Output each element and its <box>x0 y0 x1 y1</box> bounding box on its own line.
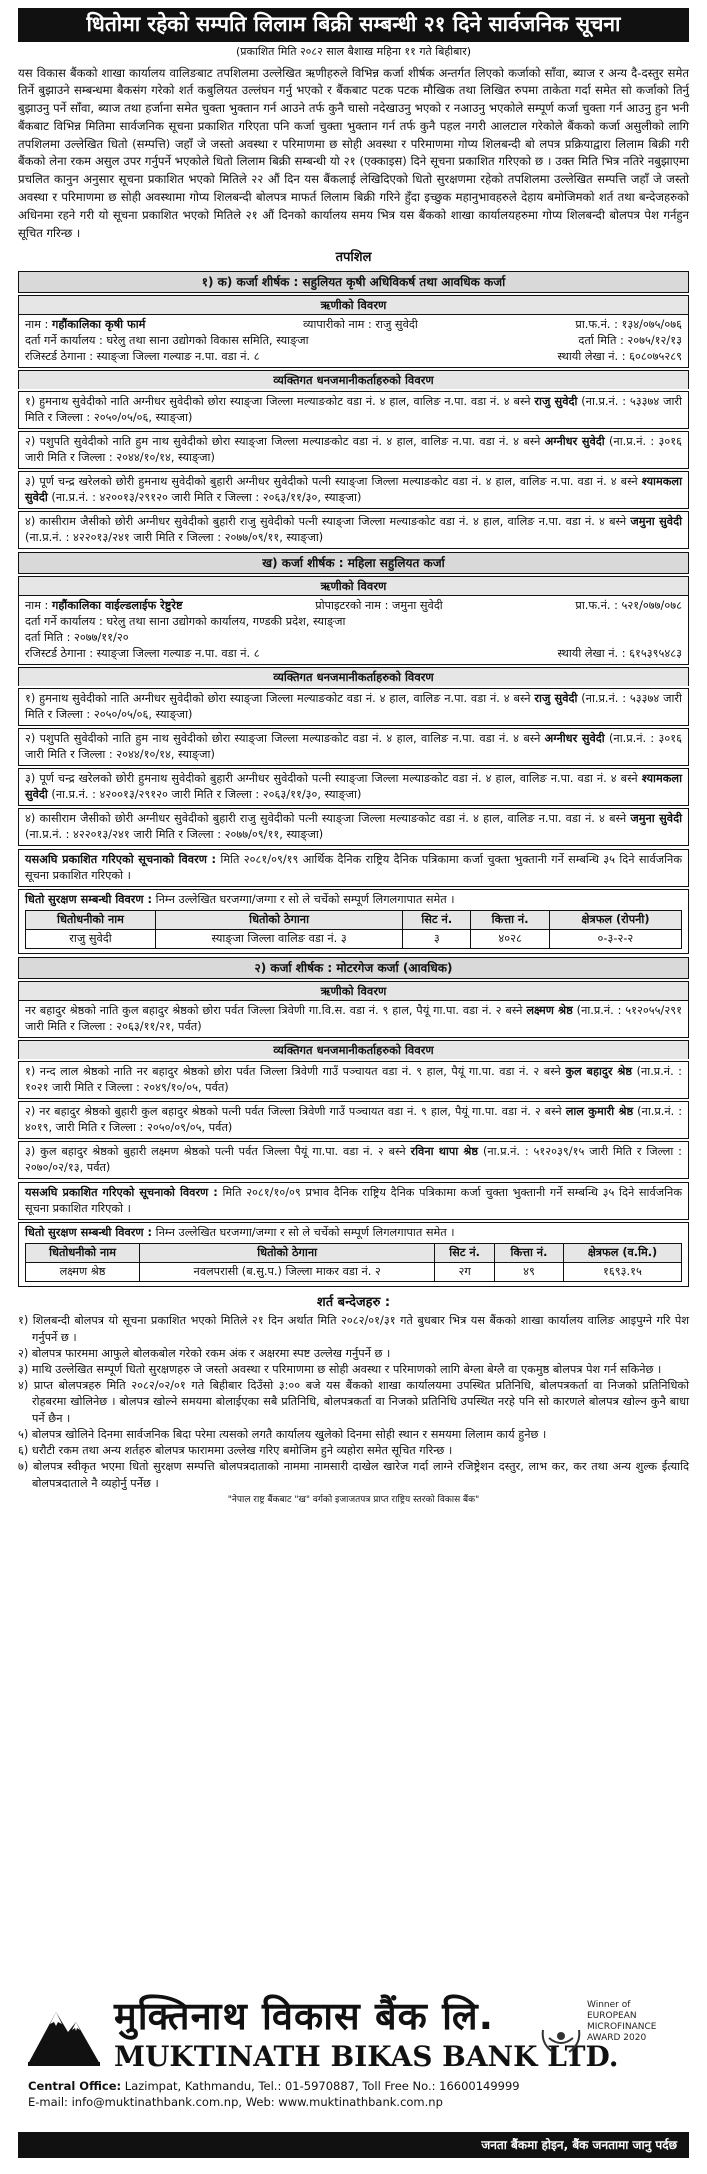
guarantor-item: २) पशुपति सुवेदीको नाति हुम नाथ सुवेदीको छोरा स्याङ्जा जिल्ला मल्याङकोट वडा नं. ४ हाल, वालिङ न.पा. वडा नं. ४ बस्ने अग्नीधर सुवेदी (ना.प्र.नं. : ३०१६ जारी मिति र जिल्ला : २०४४/१०/१४, स्याङ्जा) <box>18 431 689 469</box>
award-line: Winner of <box>587 2000 631 2010</box>
email-web: E-mail: info@muktinathbank.com.np, Web: www.muktinathbank.com.np <box>28 2095 443 2109</box>
bank-logo-icon <box>24 1998 104 2068</box>
permanent-account: स्थायी लेखा नं. : ६०८०७५२८९ <box>557 349 682 363</box>
term-item: ७) बोलपत्र स्वीकृत भएमा धितो सुरक्षण सम्पत्ति बोलपत्रदाताको नाममा नामसारी दाखेल खारेज गर्दा लाग्ने रजिष्ट्रेशन दस्तुर, लाभ कर, कर तथा अन्य शुल्क ईत्यादि बोलपत्रदाताले नै व्यहोर्नु पर्नेछ । <box>18 1460 689 1490</box>
award-line: AWARD 2020 <box>587 2033 647 2043</box>
previous-notice: यसअघि प्रकाशित गरिएको सूचनाको विवरण : मिति २०८१/१०/०९ प्रभाव दैनिक राष्ट्रिय दैनिक पत्रिकामा कर्जा चुक्ता भुक्तानी गर्ने सम्बन्धि ३५ दिने सार्वजनिक सूचना प्रकाशित गरिएको । <box>18 1182 689 1220</box>
pan-number: प्रा.फ.नं. : ५२१/०७७/०७८ <box>575 598 682 612</box>
license-footnote: "नेपाल राष्ट्र बैंकबाट "ख" वर्गको इजाजतपत्र प्राप्त राष्ट्रिय स्तरको विकास बैंक" <box>227 1494 480 1505</box>
intro-paragraph: यस विकास बैंकको शाखा कार्यालय वालिङबाट तपशिलमा उल्लेखित ऋणीहरुले विभिन्न कर्जा शीर्षक अन्तर्गत लिएको कर्जाको साँवा, ब्याज र अन्य दै-दस्तुर समेत तिर्ने बुझाउने सम्बन्धमा बैकसंग गरेको शर्त कबुलियत उल्लंघन गर्नु भएको र बैंकबाट पटक पटक मौखिक तथा लिखित रुपमा ताकेता गर्दा समेत सो कर्जाको तिर्नु बुझाउनु पर्ने साँवा, ब्याज तथा हर्जाना समेत चुक्ता भुक्तान गर्न आउने तर्फ कुनै चासो नदेखाउनु भएको र नआउनु भएकोले सम्पूर्ण कर्जा चुक्ता गर्न आउनु हुन भनी बैंकबाट विभिन्न मितिमा सार्वजनिक सूचना प्रकाशित गरिएता पनि कर्जा चुक्ता भुक्तान गर्न तर्फ कुनै पहल नगरी आलटाल गरेकोले बैंकको कर्जा असुलीको लागि तपशिलमा उल्लेखित धितो (सम्पत्ति) जहाँ जे जस्तो अवस्था र परिमाणमा छ सोही अवस्था र परिमाणमा गोप्य शिलबन्दी बो लपत्र प्रक्रियाद्वारा लिलाम बिक्री गरी बैंकको लेना रकम असुल उपर गर्नुपर्ने भएकोले धितो लिलाम बिक्री सम्बन्धी यो २१ (एक्काइस) दिने सूचना प्रकाशित गरिएको छ । उक्त मिति भित्र नतिरे नबुझाएमा प्रचलित कानुन अनुसार सूचना प्रकाशित भएको मितिले २२ औं दिन यस बैंकलाई लेखिदिएको धितो सुरक्षणमा रहेको तपशिलमा उल्लेखित सम्पत्ति जहाँ जे जस्तो अवस्था र परिमाणमा छ सोही अवस्थामा गोप्य शिलबन्दी बोलपत्र माफर्त लिलाम बिक्री गरिने हुँदा इच्छुक महानुभावहरुले देहाय बमोजिमको शर्त तथा बन्देजहरुको अधिनमा रहने गरी यो सूचना प्रकाशित भएको मितिले २१ औं दिनको कार्यालय समय भित्र यस बैंकको शाखा कार्यालयहरुमा गोप्य शिलबन्दी बोलपत्र पेश गर्नहुन सूचित गरिन्छ । <box>18 65 689 240</box>
col-sheet: सिट नं. <box>435 1243 495 1262</box>
permanent-account: स्थायी लेखा नं. : ६१५३९५४८३ <box>557 646 682 660</box>
borrower-name: गहौंकालिका वाईल्डलाईफ रेष्टुरेष्ट <box>51 598 183 612</box>
bank-footer <box>18 1992 689 2164</box>
term-item: ६) धरौटी रकम तथा अन्य शर्तहरु बोलपत्र फाराममा उल्लेख गरिए बमोजिम हुने व्यहोरा समेत सूचित गरिन्छ । <box>18 1444 453 1458</box>
tapsil-heading: तपशिल <box>335 250 372 266</box>
guarantor-box-1a <box>18 370 689 389</box>
guarantor-box-2 <box>18 1040 689 1059</box>
bank-slogan: जनता बैंकमा होइन, बैंक जनतामा जानु पर्दछ <box>18 2132 689 2158</box>
col-address: धितोको ठेगाना <box>140 1243 435 1262</box>
col-plot: कित्ता नं. <box>471 910 550 929</box>
col-address: धितोको ठेगाना <box>155 910 402 929</box>
guarantor-item: १) हुमनाथ सुवेदीको नाति अग्नीधर सुवेदीको छोरा स्याङ्जा जिल्ला मल्याङकोट वडा नं. ४ हाल, वालिङ न.पा. वडा नं. ४ बस्ने राजु सुवेदी (ना.प्र.नं. : ५३३७४ जारी मिति र जिल्ला : २०५०/०५/०६, स्याङ्जा) <box>18 688 689 726</box>
term-item: ३) माथि उल्लेखित सम्पूर्ण धितो सुरक्षणहरु जे जस्तो अवस्था र परिमाणमा छ सोही अवस्था र परिमाणको लागि बेग्ला बेग्लै वा एकमुष्ठ बोलपत्र पेश गर्न सकिनेछ । <box>18 1363 662 1377</box>
registration-date: दर्ता मिति : २०७५/१२/१३ <box>578 333 682 347</box>
table-row: लक्ष्मण श्रेष्ठ नवलपरासी (ब.सु.प.) जिल्ला माकर वडा नं. २ २ग ४९ १६९३.१५ <box>26 1262 682 1281</box>
central-office-label: Central Office: <box>28 2079 122 2093</box>
borrower-name: गहौंकालिका कृषी फार्म <box>51 317 146 331</box>
col-owner: धितोधनीको नाम <box>26 910 156 929</box>
loan-heading-1a: १) क) कर्जा शीर्षक : सहुलियत कृषी अधिविकर्ष तथा आवधिक कर्जा <box>18 271 689 293</box>
central-office: Lazimpat, Kathmandu, Tel.: 01-5970887, Toll Free No.: 16600149999 <box>121 2079 520 2093</box>
term-item: ४) प्राप्त बोलपत्रहरु मिति २०८२/०२/०१ गते बिहीबार दिउँसो ३:०० बजे यस बैंकको शाखा कार्यालयमा उपस्थित प्रतिनिधि, बोलपत्रकर्ता वा निजको प्रतिनिधिको रोहबरमा खोलिनेछ । बोलपत्र खोल्ने समयमा बोलाईएका सबै प्रतिनिधि, बोलपत्रकर्ता वा निजको प्रतिनिधि उपस्थित नरहे पनि सो कारणले बोलपत्र खोल्न कुनै बाधा पर्ने छैन । <box>18 1379 689 1425</box>
previous-notice: यसअघि प्रकाशित गरिएको सूचनाको विवरण : मिति २०८१/०९/१९ आर्थिक दैनिक राष्ट्रिय दैनिक पत्रिकामा कर्जा चुक्ता भुक्तानी गर्ने सम्बन्धि ३५ दिने सार्वजनिक सूचना प्रकाशित गरिएको । <box>18 849 689 887</box>
contact-block <box>28 2078 520 2110</box>
loan-heading-1b: ख) कर्जा शीर्षक : महिला सहुलियत कर्जा <box>18 552 689 574</box>
registered-office: दर्ता गर्ने कार्यालय : घरेलु तथा साना उद्योगको कार्यालय, गण्डकी प्रदेश, स्याङ्जा <box>25 614 346 628</box>
col-area: क्षेत्रफल (रोपनी) <box>549 910 681 929</box>
borrower-heading: ऋणीको विवरण <box>19 577 688 596</box>
publish-date: (प्रकाशित मिति २०८२ साल बैशाख महिना ११ गते बिहीबार) <box>235 45 472 58</box>
bank-name-english: MUKTINATH BIKAS BANK LTD. <box>114 2040 619 2073</box>
guarantor-item: २) पशुपति सुवेदीको नाति हुम नाथ सुवेदीको छोरा स्याङ्जा जिल्ला मल्याङकोट वडा नं. ४ हाल, वालिङ न.पा. वडा नं. ४ बस्ने अग्नीधर सुवेदी (ना.प्र.नं. : ३०१६ जारी मिति र जिल्ला : २०४४/१०/१४, स्याङ्जा) <box>18 728 689 766</box>
borrower-box-1b <box>18 576 689 665</box>
guarantor-item: १) नन्द लाल श्रेष्ठको नाति नर बहादुर श्रेष्ठको छोरा पर्वत जिल्ला त्रिवेणी गाउँ पञ्चायत वडा नं. ९ हाल, पैयूं गा.पा. वडा नं. २ बस्ने कुल बहादुर श्रेष्ठ (ना.प्र.नं. : १०२१ जारी मिति र जिल्ला : २०४९/१०/०५, पर्वत) <box>18 1061 689 1099</box>
col-area: क्षेत्रफल (व.मि.) <box>563 1243 681 1262</box>
guarantor-heading: व्यक्तिगत धनजमानीकर्ताहरुको विवरण <box>19 371 688 389</box>
terms-list <box>18 1313 689 1491</box>
guarantor-item: ३) पूर्ण चन्द्र खरेलको छोरी हुमनाथ सुवेदीको बुहारी अग्नीधर सुवेदीको पत्नी स्याङ्जा जिल्ला मल्याङकोट वडा नं. ४ हाल, वालिङ न.पा. वडा नं. ४ बस्ने श्यामकला सुवेदी (ना.प्र.नं. : ४२००१३/२९१२० जारी मिति र जिल्ला : २०६३/११/३०, स्याङ्जा) <box>18 471 689 509</box>
borrower-name-row: नाम : गहौंकालिका वाईल्डलाईफ रेष्टुरेष्ट <box>25 598 183 612</box>
security-table <box>25 910 682 949</box>
term-item: १) शिलबन्दी बोलपत्र यो सूचना प्रकाशित भएको मितिले २१ दिन अर्थात मिति २०८२/०१/३१ गते बुधबार भित्र यस बैंकको शाखा कार्यालय वालिङ आइपुग्ने गरि पेश गर्नुपर्ने छ । <box>18 1314 689 1344</box>
term-item: ५) बोलपत्र खोलिने दिनमा सार्वजनिक बिदा परेमा त्यसको लगतै कार्यालय खुलेको दिनमा सोही स्थान र समयमा लिलाम कार्य हुनेछ । <box>18 1427 547 1441</box>
registered-address: रजिस्टर्ड ठेगाना : स्याङ्जा जिल्ला गल्याङ न.पा. वडा नं. ८ <box>25 349 260 363</box>
loan-heading-2: २) कर्जा शीर्षक : मोटरगेज कर्जा (आवधिक) <box>18 957 689 979</box>
table-row: राजु सुवेदी स्याङ्जा जिल्ला वालिङ वडा नं. ३ ३ ४०२८ ०-३-२-२ <box>26 929 682 948</box>
proprietor: प्रोपाइटरको नाम : जमुना सुवेदी <box>315 598 443 612</box>
terms-heading: शर्त बन्देजहरु : <box>316 1294 391 1310</box>
registration-date: दर्ता मिति : २०७७/११/२० <box>25 630 129 644</box>
guarantor-item: १) हुमनाथ सुवेदीको नाति अग्नीधर सुवेदीको छोरा स्याङ्जा जिल्ला मल्याङकोट वडा नं. ४ हाल, वालिङ न.पा. वडा नं. ४ बस्ने राजु सुवेदी (ना.प्र.नं. : ५३३७४ जारी मिति र जिल्ला : २०५०/०५/०६, स्याङ्जा) <box>18 391 689 429</box>
security-box-2: धितो सुरक्षण सम्बन्धी विवरण : निम्न उल्लेखित घरजग्गा/जग्गा र सो ले चर्चेको सम्पूर्ण लिगलगापात समेत । धितोधनीको नाम धितोको ठेगाना सिट नं. कित्ता नं. क्षेत्रफल (व.मि.) लक्ष्मण श्रेष्ठ नवलपरासी (ब.सु.प.) जिल्ला माकर वडा नं. २ २ग ४९ १६९३.१५ <box>18 1222 689 1287</box>
borrower-box-2: ऋणीको विवरण नर बहादुर श्रेष्ठको नाति कुल बहादुर श्रेष्ठको छोरा पर्वत जिल्ला त्रिवेणी गा.वि.स. वडा नं. ९ हाल, पैयूं गा.पा. वडा नं. २ बस्ने लक्ष्मण श्रेष्ठ (ना.प्र.नं. : ५१२०५५/२९१ जारी मिति र जिल्ला : २०६३/११/२१, पर्वत) <box>18 981 689 1038</box>
guarantor-item: ३) पूर्ण चन्द्र खरेलको छोरी हुमनाथ सुवेदीको बुहारी अग्नीधर सुवेदीको पत्नी स्याङ्जा जिल्ला मल्याङकोट वडा नं. ४ हाल, वालिङ न.पा. वडा नं. ४ बस्ने श्यामकला सुवेदी (ना.प्र.नं. : ४२००१३/२९१२० जारी मिति र जिल्ला : २०६३/११/३०, स्याङ्जा) <box>18 768 689 806</box>
col-owner: धितोधनीको नाम <box>26 1243 140 1262</box>
notice-title: धितोमा रहेको सम्पति लिलाम बिक्री सम्बन्धी २१ दिने सार्वजनिक सूचना <box>18 8 689 42</box>
term-item: २) बोलपत्र फारममा आफुले बोलकबोल गरेको रकम अंक र अक्षरमा स्पष्ट उल्लेख गर्नुपर्ने छ । <box>18 1346 391 1360</box>
bank-name-nepali: मुक्तिनाथ विकास बैंक लि. <box>114 1994 495 2038</box>
borrower-box-1a <box>18 295 689 368</box>
borrower-name: लक्ष्मण श्रेष्ठ <box>526 1003 573 1017</box>
guarantor-item: ४) कासीराम जैसीको छोरी अग्नीधर सुवेदीको बुहारी राजु सुवेदीको पत्नी स्याङ्जा जिल्ला मल्याङकोट वडा नं. ४ हाल, वालिङ न.पा. वडा नं. ४ बस्ने जमुना सुवेदी (ना.प्र.नं. : ४२२०१३/२४१ जारी मिति र जिल्ला : २०७७/०९/११, स्याङ्जा) <box>18 808 689 846</box>
security-table <box>25 1243 682 1282</box>
guarantor-item: २) नर बहादुर श्रेष्ठको बुहारी कुल बहादुर श्रेष्ठको पत्नी पर्वत जिल्ला त्रिवेणी गाउँ पञ्चायत वडा नं. ९ हाल, पैयूं गा.पा. वडा नं. २ बस्ने लाल कुमारी श्रेष्ठ (ना.प्र.नं. : ४०१९, जारी मिति र जिल्ला : २०५०/०९/०५, पर्वत) <box>18 1101 689 1139</box>
borrower-heading: ऋणीको विवरण <box>19 296 688 315</box>
col-plot: कित्ता नं. <box>495 1243 564 1262</box>
registered-address: रजिस्टर्ड ठेगाना : स्याङ्जा जिल्ला गल्याङ न.पा. वडा नं. ८ <box>25 646 260 660</box>
guarantor-box-1b <box>18 667 689 686</box>
borrower-heading: ऋणीको विवरण <box>19 982 688 1001</box>
pan-number: प्रा.फ.नं. : १३४/०७५/०७६ <box>575 317 682 331</box>
proprietor: व्यापारीको नाम : राजु सुवेदी <box>303 317 418 331</box>
security-box-1: धितो सुरक्षण सम्बन्धी विवरण : निम्न उल्लेखित घरजग्गा/जग्गा र सो ले चर्चेको सम्पूर्ण लिगलगापात समेत । धितोधनीको नाम धितोको ठेगाना सिट नं. कित्ता नं. क्षेत्रफल (रोपनी) राजु सुवेदी स्याङ्जा जिल्ला वालिङ वडा नं. ३ ३ ४०२८ ०-३-२-२ <box>18 889 689 954</box>
award-line: MICROFINANCE <box>587 2022 657 2032</box>
col-sheet: सिट नं. <box>403 910 471 929</box>
award-line: EUROPEAN <box>587 2011 637 2021</box>
guarantor-heading: व्यक्तिगत धनजमानीकर्ताहरुको विवरण <box>19 1041 688 1059</box>
guarantor-item: ४) कासीराम जैसीको छोरी अग्नीधर सुवेदीको बुहारी राजु सुवेदीको पत्नी स्याङ्जा जिल्ला मल्याङकोट वडा नं. ४ हाल, वालिङ न.पा. वडा नं. ४ बस्ने जमुना सुवेदी (ना.प्र.नं. : ४२२०१३/२४१ जारी मिति र जिल्ला : २०७७/०९/११, स्याङ्जा) <box>18 511 689 549</box>
borrower-name-row: नाम : गहौंकालिका कृषी फार्म <box>25 317 146 331</box>
award-laurel-icon <box>539 2026 583 2056</box>
guarantor-item: ३) कुल बहादुर श्रेष्ठको बुहारी लक्ष्मण श्रेष्ठको पत्नी पर्वत जिल्ला पैयूं गा.पा. वडा नं. २ बस्ने रविना थापा श्रेष्ठ (ना.प्र.नं. : ५१२०३९/१५ जारी मिति र जिल्ला : २०७०/०२/१३, पर्वत) <box>18 1141 689 1179</box>
guarantor-heading: व्यक्तिगत धनजमानीकर्ताहरुको विवरण <box>19 668 688 686</box>
registered-office: दर्ता गर्ने कार्यालय : घरेलु तथा साना उद्योगको विकास समिति, स्याङ्जा <box>25 333 309 347</box>
